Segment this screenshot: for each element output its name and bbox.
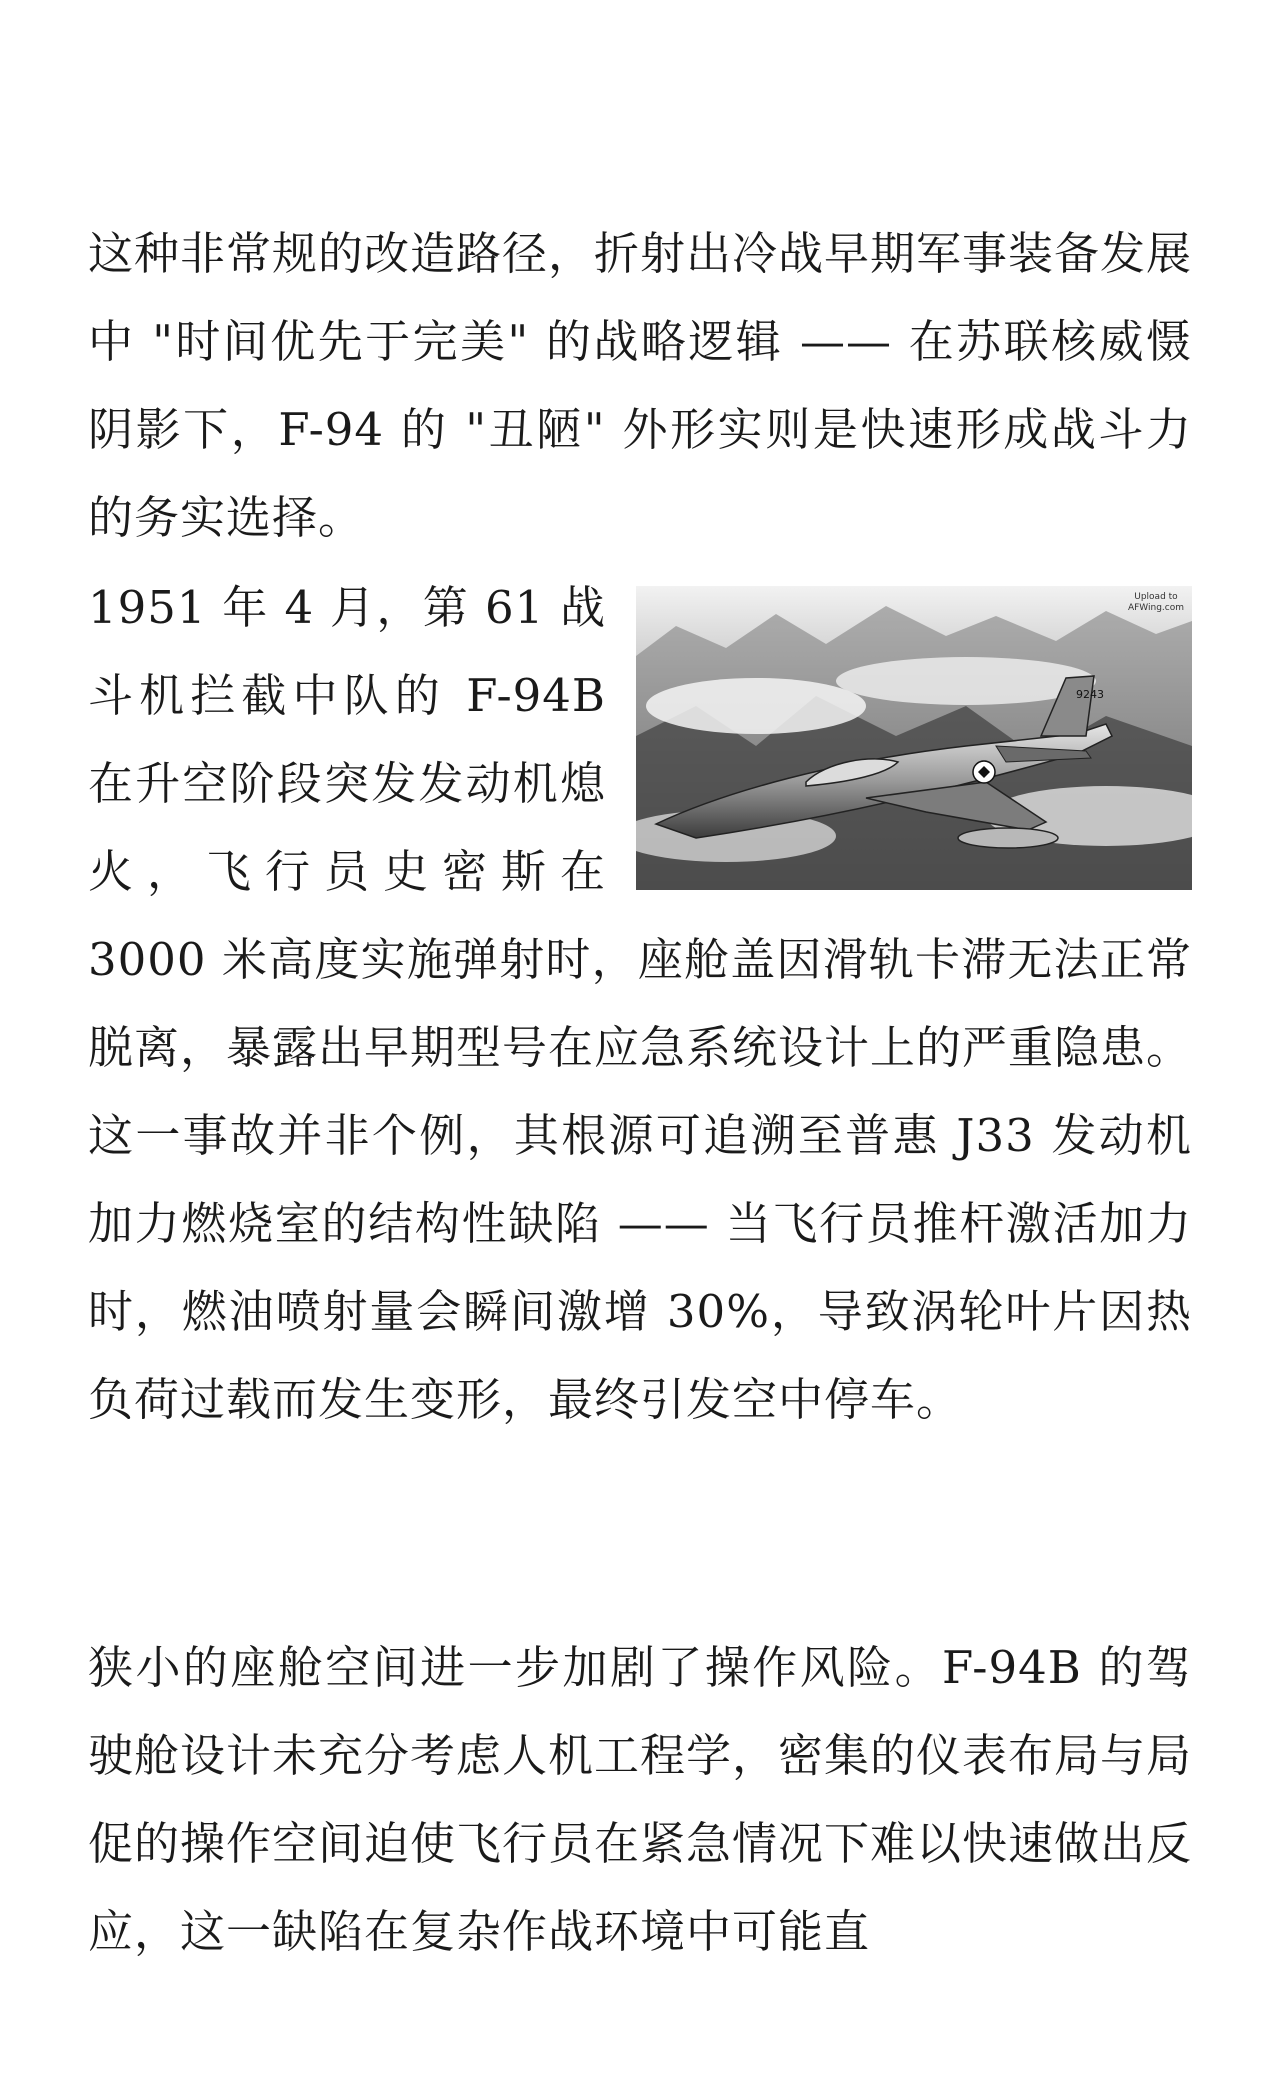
paragraph-3: 狭小的座舱空间进一步加剧了操作风险。F-94B 的驾驶舱设计未充分考虑人机工程学，密集的仪表布局与局促的操作空间迫使飞行员在紧急情况下难以快速做出反应，这一缺陷在复杂作战环境中可能直	[88, 1641, 1193, 1958]
section-gap	[88, 1444, 1192, 1624]
tail-number: 9243	[1076, 688, 1104, 701]
paragraph-2: 1951 年 4 月，第 61 战斗机拦截中队的 F-94B 在升空阶段突发发动机熄火，飞行员史密斯在 3000 米高度实施弹射时，座舱盖因滑轨卡滞无法正常脱离，暴露出早期型号在应急系统设计上的严重隐患。这一事故并非个例，其根源可追溯至普惠 J33 发动机加力燃烧室的结构性缺陷 —— 当飞行员推杆激活加力时，燃油喷射量会瞬间激增 30%，导致涡轮叶片因热负荷过载而发生变形，最终引发空中停车。	[88, 581, 1193, 1426]
photo-watermark: Upload to AFWing.com	[1127, 592, 1184, 613]
f94b-jet-photo	[636, 586, 1192, 890]
paragraph-1: 这种非常规的改造路径，折射出冷战早期军事装备发展中 "时间优先于完美" 的战略逻辑 —— 在苏联核威慑阴影下，F-94 的 "丑陋" 外形实则是快速形成战斗力的务实选择。	[88, 227, 1193, 544]
paragraph-2-block	[88, 564, 1192, 1444]
jet-illustration	[636, 586, 1192, 890]
